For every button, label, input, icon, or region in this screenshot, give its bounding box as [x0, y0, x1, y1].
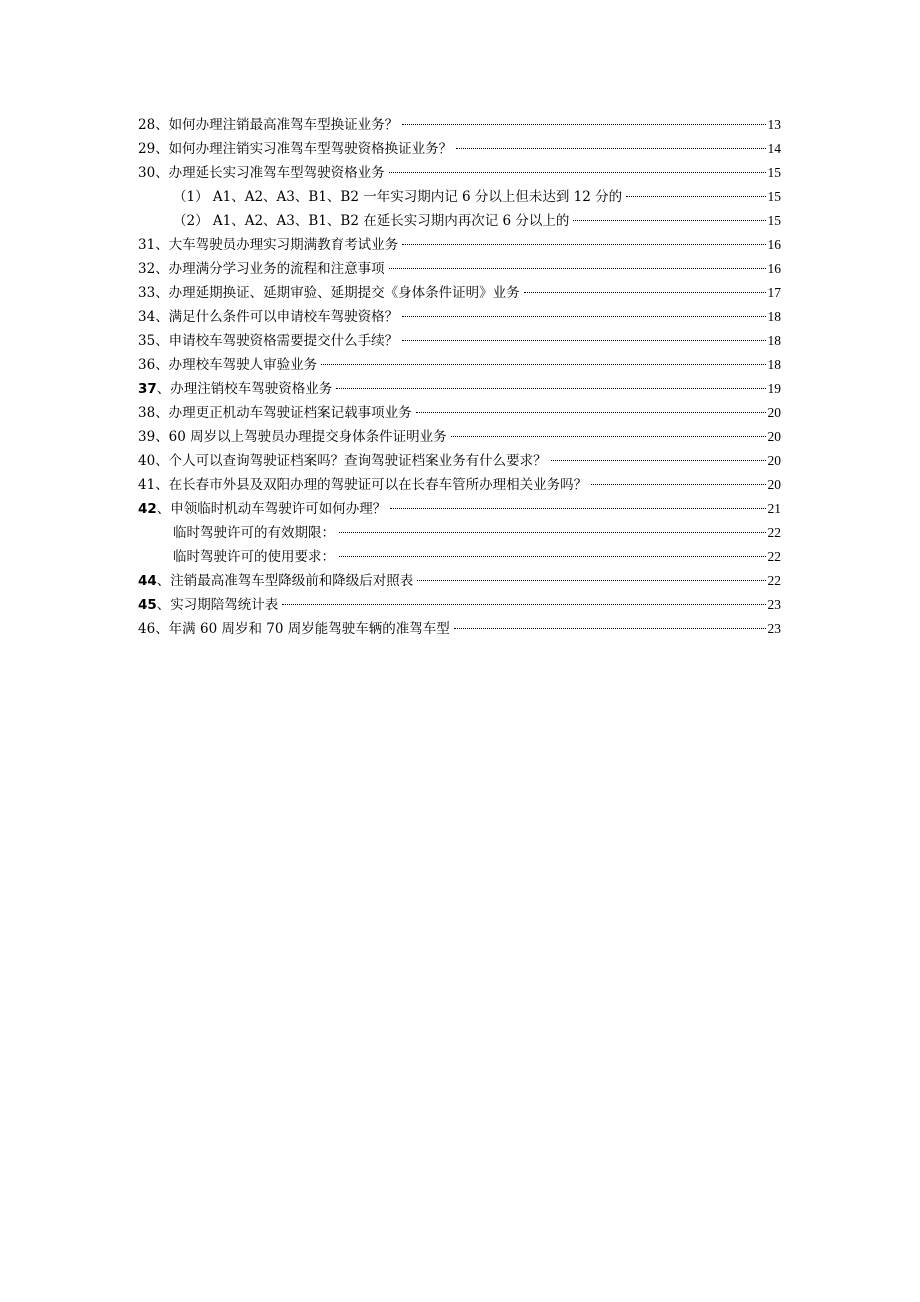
toc-entry-number: （1）	[173, 189, 209, 205]
toc-entry-number: 28	[138, 117, 156, 133]
toc-entry-number: 38	[138, 405, 156, 421]
toc-page-number: 22	[767, 549, 781, 564]
toc-entry-number: 39	[138, 429, 156, 445]
toc-entry-text: 临时驾驶许可的有效期限：	[173, 525, 335, 541]
toc-entry-text: 、个人可以查询驾驶证档案吗？查询驾驶证档案业务有什么要求？	[155, 453, 547, 469]
toc-page-number: 20	[767, 429, 781, 444]
toc-entry-text: 、办理更正机动车驾驶证档案记载事项业务	[155, 405, 412, 421]
toc-entry[interactable]	[138, 113, 781, 137]
toc-dot-leader	[551, 460, 766, 461]
toc-entry[interactable]	[138, 473, 781, 497]
toc-entry[interactable]	[138, 521, 781, 545]
toc-dot-leader	[389, 172, 766, 173]
toc-entry[interactable]	[138, 353, 781, 377]
toc-entry[interactable]	[138, 281, 781, 305]
toc-entry[interactable]	[138, 545, 781, 569]
toc-page-number: 19	[767, 381, 781, 396]
toc-page-number: 21	[767, 501, 781, 516]
toc-page-number: 16	[767, 237, 781, 252]
toc-entry-text: 、办理延长实习准驾车型驾驶资格业务	[155, 165, 385, 181]
table-of-contents	[138, 113, 781, 641]
toc-entry-title	[173, 521, 335, 545]
toc-entry[interactable]	[138, 233, 781, 257]
toc-entry-number: （2）	[173, 213, 209, 229]
toc-entry-title	[138, 137, 452, 161]
toc-entry-title	[173, 185, 622, 209]
toc-entry-number: 36	[138, 357, 156, 373]
toc-entry-title	[138, 449, 547, 473]
toc-dot-leader	[416, 412, 766, 413]
toc-entry-title	[138, 425, 447, 449]
toc-dot-leader	[456, 148, 765, 149]
toc-entry-title	[138, 593, 278, 617]
toc-entry-title	[173, 545, 335, 569]
toc-entry-number: 31	[138, 237, 156, 253]
toc-entry-text: 、办理校车驾驶人审验业务	[155, 357, 318, 373]
toc-entry-title	[138, 353, 317, 377]
toc-page-number: 23	[767, 597, 781, 612]
toc-entry-title	[138, 401, 412, 425]
toc-entry-title	[138, 281, 520, 305]
toc-entry[interactable]	[138, 449, 781, 473]
toc-entry-text: 、办理满分学习业务的流程和注意事项	[155, 261, 385, 277]
toc-page-number: 15	[767, 189, 781, 204]
toc-dot-leader	[390, 508, 765, 509]
toc-entry-number: 34	[138, 309, 156, 325]
toc-entry-title	[138, 113, 398, 137]
toc-page-number: 18	[767, 333, 781, 348]
toc-entry-number: 44	[138, 573, 157, 589]
toc-entry[interactable]	[138, 497, 781, 521]
toc-entry-number: 33	[138, 285, 156, 301]
toc-entry-number: 46	[138, 621, 156, 637]
toc-entry[interactable]	[138, 185, 781, 209]
toc-dot-leader	[339, 556, 766, 557]
toc-entry[interactable]	[138, 137, 781, 161]
toc-dot-leader	[389, 268, 766, 269]
toc-entry-text: 、申请校车驾驶资格需要提交什么手续？	[155, 333, 399, 349]
toc-entry-title	[138, 233, 398, 257]
toc-entry[interactable]	[138, 425, 781, 449]
toc-entry-text: 临时驾驶许可的使用要求：	[173, 549, 335, 565]
toc-dot-leader	[321, 364, 765, 365]
toc-entry-title	[138, 161, 385, 185]
toc-entry[interactable]	[138, 593, 781, 617]
toc-entry-text: 、注销最高准驾车型降级前和降级后对照表	[156, 573, 414, 589]
toc-entry[interactable]	[138, 329, 781, 353]
toc-entry-text: 、大车驾驶员办理实习期满教育考试业务	[155, 237, 399, 253]
toc-entry-number: 35	[138, 333, 156, 349]
toc-entry-text: A1、A2、A3、B1、B2 在延长实习期内再次记 6 分以上的	[208, 213, 570, 229]
toc-dot-leader	[402, 244, 765, 245]
toc-entry-text: 、60 周岁以上驾驶员办理提交身体条件证明业务	[155, 429, 447, 445]
toc-dot-leader	[402, 340, 765, 341]
toc-page-number: 20	[767, 477, 781, 492]
toc-dot-leader	[336, 388, 765, 389]
toc-page-number: 15	[767, 213, 781, 228]
toc-entry-title	[138, 377, 332, 401]
toc-page-number: 22	[767, 573, 781, 588]
toc-dot-leader	[339, 532, 766, 533]
toc-entry-text: 、实习期陪驾统计表	[156, 597, 279, 613]
toc-entry-text: 、如何办理注销实习准驾车型驾驶资格换证业务？	[155, 141, 453, 157]
toc-entry[interactable]	[138, 257, 781, 281]
toc-dot-leader	[573, 220, 765, 221]
toc-entry-text: 、满足什么条件可以申请校车驾驶资格？	[155, 309, 399, 325]
toc-entry-text: 、年满 60 周岁和 70 周岁能驾驶车辆的准驾车型	[155, 621, 450, 637]
toc-entry-number: 40	[138, 453, 156, 469]
toc-dot-leader	[591, 484, 765, 485]
toc-entry-title	[173, 209, 569, 233]
toc-entry-title	[138, 569, 413, 593]
toc-entry[interactable]	[138, 305, 781, 329]
toc-entry-text: 、办理延期换证、延期审验、延期提交《身体条件证明》业务	[155, 285, 520, 301]
toc-entry-text: 、在长春市外县及双阳办理的驾驶证可以在长春车管所办理相关业务吗？	[155, 477, 588, 493]
toc-entry-title	[138, 497, 386, 521]
toc-page-number: 18	[767, 309, 781, 324]
toc-dot-leader	[451, 436, 766, 437]
toc-entry-number: 41	[138, 477, 156, 493]
toc-dot-leader	[282, 604, 765, 605]
toc-entry-number: 37	[138, 381, 157, 397]
toc-entry-title	[138, 329, 398, 353]
toc-entry-text: 、如何办理注销最高准驾车型换证业务？	[155, 117, 399, 133]
toc-page-number: 13	[767, 117, 781, 132]
toc-page-number: 17	[767, 285, 781, 300]
toc-entry-number: 45	[138, 597, 157, 613]
toc-page-number: 18	[767, 357, 781, 372]
toc-dot-leader	[454, 628, 766, 629]
toc-page-number: 22	[767, 525, 781, 540]
toc-dot-leader	[626, 196, 765, 197]
toc-page-number: 15	[767, 165, 781, 180]
toc-entry[interactable]	[138, 377, 781, 401]
toc-entry-text: 、办理注销校车驾驶资格业务	[156, 381, 333, 397]
toc-entry-number: 32	[138, 261, 156, 277]
toc-dot-leader	[417, 580, 765, 581]
toc-entry-number: 42	[138, 501, 157, 517]
toc-page-number: 20	[767, 453, 781, 468]
toc-entry[interactable]	[138, 569, 781, 593]
toc-dot-leader	[402, 316, 765, 317]
toc-entry[interactable]	[138, 209, 781, 233]
toc-dot-leader	[402, 124, 765, 125]
toc-page-number: 23	[767, 621, 781, 636]
toc-dot-leader	[524, 292, 766, 293]
toc-entry-text: A1、A2、A3、B1、B2 一年实习期内记 6 分以上但未达到 12 分的	[208, 189, 623, 205]
toc-entry-title	[138, 305, 398, 329]
toc-entry-text: 、申领临时机动车驾驶许可如何办理？	[156, 501, 387, 517]
toc-entry-number: 30	[138, 165, 156, 181]
toc-page-number: 14	[767, 141, 781, 156]
toc-entry[interactable]	[138, 401, 781, 425]
toc-entry-title	[138, 473, 587, 497]
toc-page-number: 20	[767, 405, 781, 420]
toc-page-number: 16	[767, 261, 781, 276]
toc-entry-number: 29	[138, 141, 156, 157]
toc-entry[interactable]	[138, 161, 781, 185]
toc-entry[interactable]	[138, 617, 781, 641]
toc-entry-title	[138, 257, 385, 281]
toc-entry-title	[138, 617, 450, 641]
